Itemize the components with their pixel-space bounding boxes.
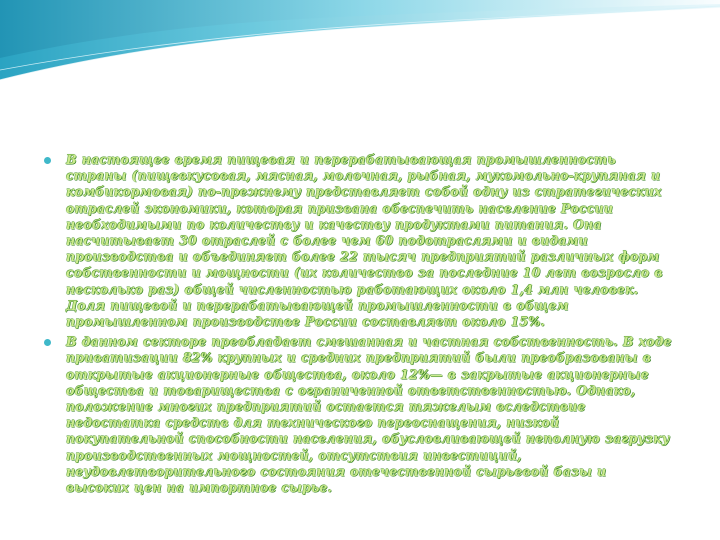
decorative-wave-header bbox=[0, 0, 720, 90]
paragraph-text: В настоящее время пищевая и перерабатывающая промышленность страны (пищевкусовая, мясная, молочная, рыбная, мукомольно-крупяная и комбикормовая) по-прежнему представляет собой одну из стратегических отраслей экономики, которая призвана обеспечить население России необходимыми по количеству и качеству продуктами питания. Она насчитывает 30 отраслей с более чем 60 подотраслями и видами производства и объединяет более 22 тысяч предприятий различных форм собственности и мощности (их количество за последние 10 лет возросло в несколько раз) общей численностью работающих около 1,4 млн человек. Доля пищевой и перерабатывающей промышленности в общем промышленном производстве России составляет около 15%. bbox=[66, 152, 663, 330]
paragraph-text: В данном секторе преобладает смешанная и частная собственность. В ходе приватизации 82% крупных и средних предприятий были преобразованы в открытые акционерные общества, около 12%— в закрытые акционерные общества и товарищества с ограниченной ответственностью. Однако, положение многих предприятий остается тяжелым вследствие недостатка средств для технического переоснащения, низкой покупательной способности населения, обусловливающей неполную загрузку производственных мощностей, отсутствия инвестиций, неудовлетворительного состояния отечественной сырьевой базы и высоких цен на импортное сырье. bbox=[66, 334, 672, 496]
bullet-icon bbox=[44, 157, 51, 164]
slide-body bbox=[44, 152, 674, 500]
paragraph-ownership bbox=[44, 334, 674, 496]
bullet-icon bbox=[44, 339, 51, 346]
paragraph-industry-overview bbox=[44, 152, 674, 330]
